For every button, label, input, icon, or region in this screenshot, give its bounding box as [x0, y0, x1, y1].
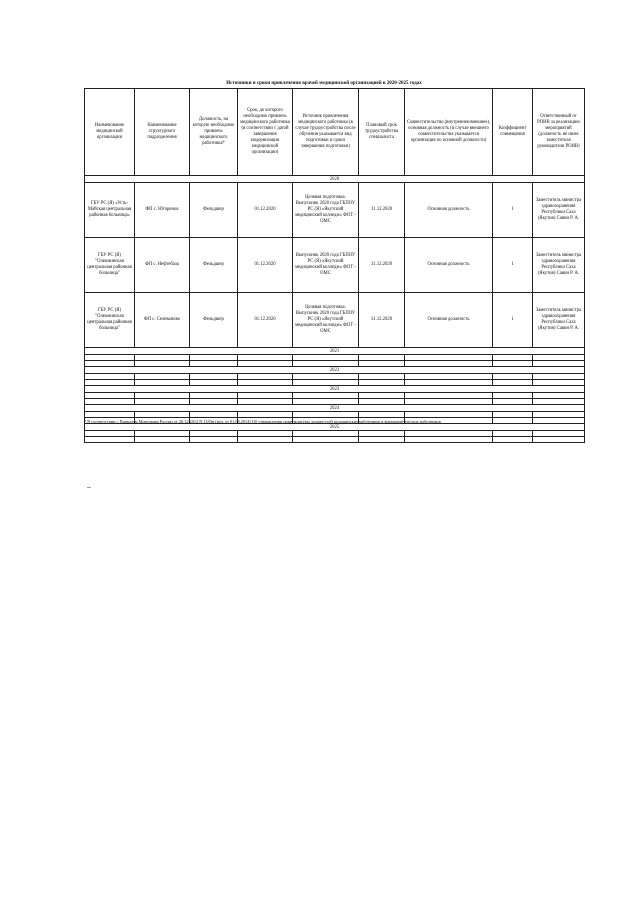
year-row-2021: [85, 348, 585, 355]
header-coef: Коэффициент совмещения: [493, 89, 533, 176]
cell-org: ГБУ РС (Я) "Олекминская центральная районная больница": [85, 238, 135, 293]
cell-deadline: 01.12.2020: [238, 238, 293, 293]
table-row: [85, 293, 585, 348]
scan-speck: [87, 487, 91, 488]
cell-position: Фельдшер: [190, 183, 238, 238]
header-planned: Плановый срок трудоустройства специалиста: [359, 89, 405, 176]
cell-planned: 31.12.2020: [359, 183, 405, 238]
header-responsible: Ответственный от РОИВ за реализацию мероприятий (должность не ниже заместителя руководителя РОИВ): [533, 89, 585, 176]
cell-responsible: Заместитель министра здравоохранения Республики Саха (Якутия) Савин Р. А.: [533, 293, 585, 348]
cell-combination: Основная должность: [405, 238, 493, 293]
cell-position: Фельдшер: [190, 293, 238, 348]
cell-org: ГБУ РС (Я) "Олекминская центральная районная больница": [85, 293, 135, 348]
cell-combination: Основная должность: [405, 183, 493, 238]
cell-responsible: Заместитель министра здравоохранения Республики Саха (Якутия) Савин Р. А.: [533, 238, 585, 293]
header-unit: Наименование структурного подразделения: [135, 89, 190, 176]
cell-source: Целевая подготовка. Выпускник 2020 года ГБПОУ РС (Я) «Якутский медицинский колледж» ФОТ - ОМС: [293, 183, 359, 238]
cell-responsible: Заместитель министра здравоохранения Республики Саха (Якутия) Савин Р. А.: [533, 183, 585, 238]
year-label: 2020: [85, 176, 585, 183]
year-row-2025: [85, 424, 585, 431]
year-row-2023: [85, 386, 585, 393]
year-label: 2024: [85, 405, 585, 412]
cell-source: Целевая подготовка. Выпускник 2020 года ГБПОУ РС (Я) «Якутский медицинский колледж» ФОТ - ОМС: [293, 293, 359, 348]
cell-planned: 31.12.2020: [359, 238, 405, 293]
cell-org: ГБУ РС (Я) «Усть-Майская центральная районная больница»: [85, 183, 135, 238]
header-position: Должность, на которую необходимо привлечь медицинского работника*: [190, 89, 238, 176]
year-row-2022: [85, 367, 585, 374]
cell-deadline: 01.12.2020: [238, 183, 293, 238]
cell-unit: ФП с. Югоренок: [135, 183, 190, 238]
cell-coef: 1: [493, 238, 533, 293]
empty-row: [85, 437, 585, 443]
cell-source: Выпускник 2020 года ГБПОУ РС (Я) «Якутский медицинский колледж» ФОТ - ОМС: [293, 238, 359, 293]
cell-coef: 1: [493, 293, 533, 348]
cell-planned: 31.12.2020: [359, 293, 405, 348]
recruitment-table: [84, 88, 585, 443]
header-source: Источник привлечения медицинского работника (в случае трудоустройства после обучения указывается вид подготовки и сроки завершения подготовки): [293, 89, 359, 176]
cell-unit: ФП с. Нефтебаза: [135, 238, 190, 293]
header-row: [85, 89, 585, 176]
year-label: 2021: [85, 348, 585, 355]
cell-unit: ФП с. Селеваново: [135, 293, 190, 348]
year-label: 2023: [85, 386, 585, 393]
year-row-2024: [85, 405, 585, 412]
header-combination: Совместительство (внутреннее/внешнее), основная должность (в случае внешнего совместительства указывается организация по основной должности): [405, 89, 493, 176]
table-title: Источники и сроки привлечения врачей медицинской организацией в 2020-2025 годах: [226, 81, 422, 86]
header-deadline: Срок, до которого необходимо привлечь медицинского работника (в соответствии с датой завершения модернизации медицинской организации): [238, 89, 293, 176]
table-row: [85, 238, 585, 293]
cell-coef: 1: [493, 183, 533, 238]
cell-deadline: 01.12.2020: [238, 293, 293, 348]
header-org: Наименование медицинской организации: [85, 89, 135, 176]
cell-position: Фельдшер: [190, 238, 238, 293]
cell-combination: Основная должность: [405, 293, 493, 348]
year-label: 2022: [85, 367, 585, 374]
year-row-2020: [85, 176, 585, 183]
year-label: 2025: [85, 424, 585, 431]
table-row: [85, 183, 585, 238]
footnote: * В соответствии с Приказом Минздрава России от 20.12.2012 N 1183н (ред. от 01.08.2014) Об утверждении номенклатуры должностей медицинских работников и фармацевтических работников: [84, 419, 441, 424]
